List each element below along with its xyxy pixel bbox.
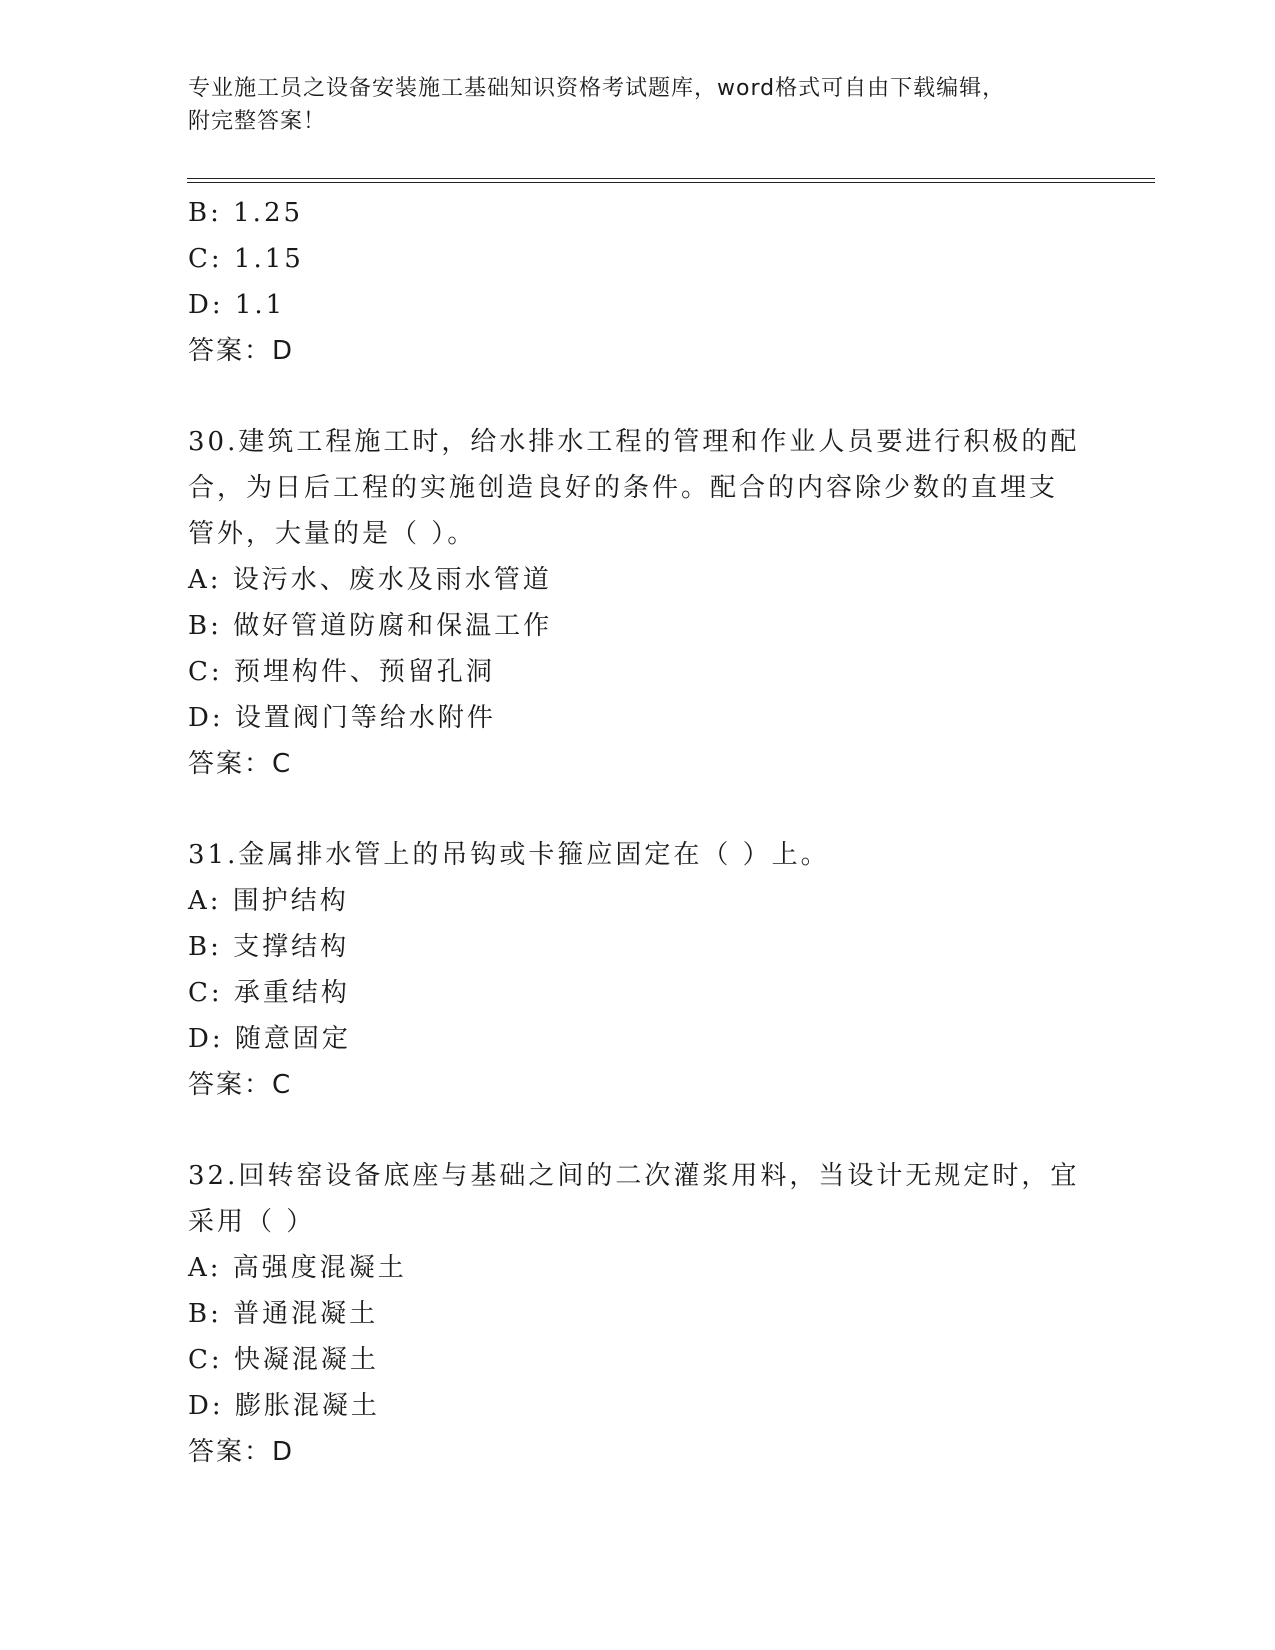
question-stem-line: 32.回转窑设备底座与基础之间的二次灌浆用料，当设计无规定时，宜: [188, 1161, 1080, 1191]
question-31: [188, 832, 1088, 1108]
question-stem-line: 合，为日后工程的实施创造良好的条件。配合的内容除少数的直埋支: [188, 473, 1059, 503]
option-a: A: 高强度混凝土: [188, 1253, 407, 1283]
question-stem-line: 采用（ ）: [188, 1207, 316, 1237]
header-line-2: 附完整答案！: [188, 109, 327, 134]
option-b: B: 支撑结构: [188, 932, 350, 962]
option-a: A: 设污水、废水及雨水管道: [188, 565, 552, 595]
answer-line: 答案：D: [188, 1437, 295, 1467]
option-c: C: 快凝混凝土: [188, 1345, 379, 1375]
option-c: C: 1.15: [188, 244, 304, 274]
option-a: A: 围护结构: [188, 886, 349, 916]
document-header: [188, 72, 1088, 138]
option-b: B: 1.25: [188, 198, 304, 228]
question-stem: [188, 419, 1080, 557]
question-stem: [188, 1153, 1080, 1245]
option-d: D: 设置阀门等给水附件: [188, 703, 496, 733]
question-32: [188, 1153, 1088, 1475]
answer-line: 答案：D: [188, 336, 295, 366]
question-29-continued: [188, 190, 1088, 374]
question-list: [188, 190, 1088, 1475]
option-c: C: 承重结构: [188, 978, 350, 1008]
option-b: B: 做好管道防腐和保温工作: [188, 611, 553, 641]
option-d: D: 随意固定: [188, 1024, 351, 1054]
header-divider-top: [187, 178, 1155, 179]
question-stem-line: 31.金属排水管上的吊钩或卡箍应固定在（ ）上。: [188, 840, 830, 870]
option-c: C: 预埋构件、预留孔洞: [188, 657, 495, 687]
question-stem: [188, 832, 1068, 878]
option-b: B: 普通混凝土: [188, 1299, 379, 1329]
question-stem-line: 管外，大量的是（ ）。: [188, 519, 477, 549]
option-d: D: 膨胀混凝土: [188, 1391, 380, 1421]
option-d: D: 1.1: [188, 290, 286, 320]
question-30: [188, 419, 1088, 787]
question-stem-line: 30.建筑工程施工时，给水排水工程的管理和作业人员要进行积极的配: [188, 427, 1080, 457]
answer-line: 答案：C: [188, 1070, 293, 1100]
answer-line: 答案：C: [188, 749, 293, 779]
header-divider-bottom: [187, 182, 1155, 183]
header-line-1: 专业施工员之设备安装施工基础知识资格考试题库，word格式可自由下载编辑，: [188, 76, 1006, 101]
